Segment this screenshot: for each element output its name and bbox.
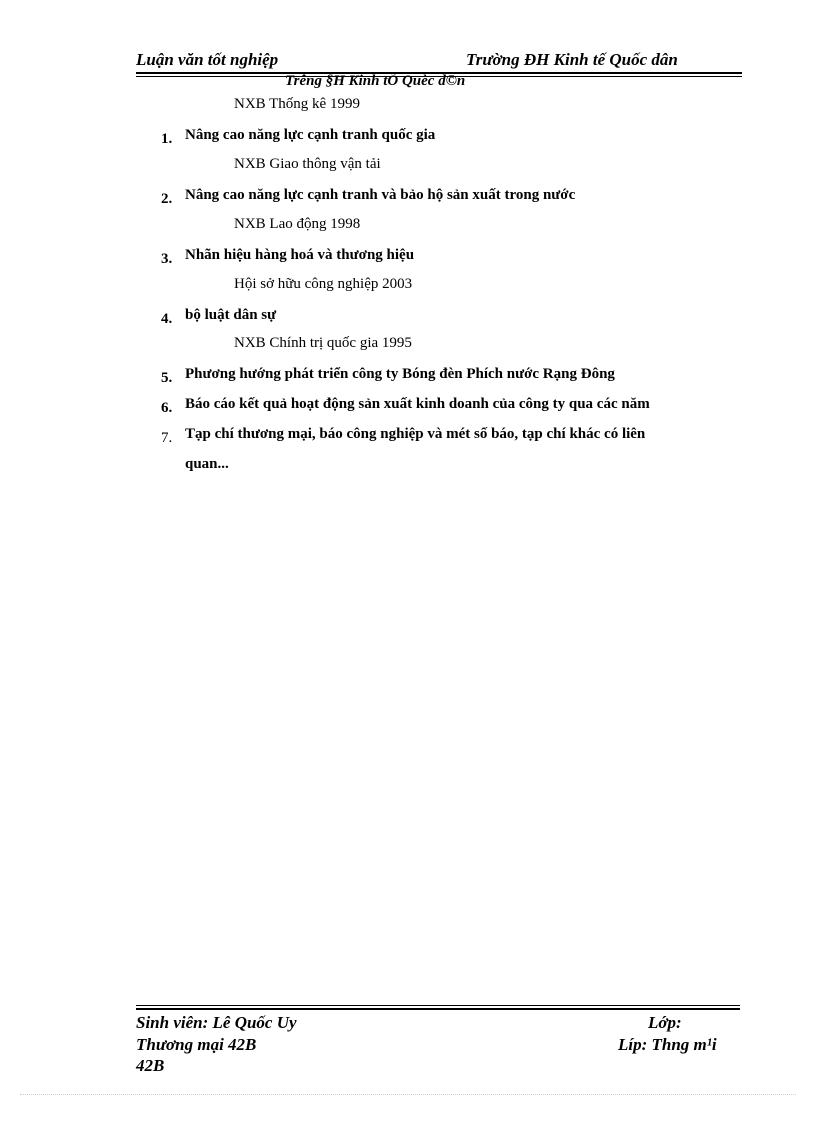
- item-publisher: NXB Giao thông vận tải: [234, 156, 381, 172]
- item-title-continuation: quan...: [185, 456, 229, 472]
- item-title: Phương hướng phát triển công ty Bóng đèn Phích nước Rạng Đông: [185, 366, 615, 382]
- item-publisher: NXB Chính trị quốc gia 1995: [234, 335, 412, 351]
- footer-student: Sinh viên: Lê Quốc Uy: [136, 1013, 297, 1032]
- item-title: Báo cáo kết quả hoạt động sản xuất kinh doanh của công ty qua các năm: [185, 396, 650, 412]
- item-publisher: NXB Lao động 1998: [234, 216, 361, 232]
- item-number: 3.: [161, 251, 173, 267]
- item-title: Tạp chí thương mại, báo công nghiệp và mét số báo, tạp chí khác có liên: [185, 426, 646, 442]
- page-bottom-dotted-border: [20, 1094, 796, 1095]
- header-garbled: Trêng §H Kinh tÕ Quèc d©n: [285, 73, 466, 89]
- header-right: Trường ĐH Kinh tế Quốc dân: [466, 50, 678, 69]
- item-title: Nâng cao năng lực cạnh tranh quốc gia: [185, 127, 436, 143]
- item-title: Nhãn hiệu hàng hoá và thương hiệu: [185, 247, 415, 263]
- item-number: 6.: [161, 400, 173, 416]
- item-number: 7.: [161, 430, 173, 446]
- footer-class-value: Thương mại 42B: [136, 1035, 257, 1054]
- header-left: Luận văn tốt nghiệp: [136, 50, 279, 69]
- footer-class-label: Lớp:: [648, 1013, 682, 1032]
- footer-class-tail: 42B: [136, 1056, 165, 1075]
- item-number: 5.: [161, 370, 173, 386]
- footer-class-garbled: Líp: Thng m¹i: [618, 1035, 717, 1054]
- item-publisher: Hội sở hữu công nghiệp 2003: [234, 276, 413, 292]
- item-title: Nâng cao năng lực cạnh tranh và bảo hộ sản xuất trong nước: [185, 187, 576, 203]
- top-publisher: NXB Thống kê 1999: [234, 96, 360, 112]
- footer-rule-thin: [136, 1005, 740, 1006]
- item-title: bộ luật dân sự: [185, 307, 277, 323]
- item-number: 1.: [161, 131, 173, 147]
- item-number: 4.: [161, 311, 173, 327]
- footer-rule-thick: [136, 1008, 740, 1010]
- item-number: 2.: [161, 191, 173, 207]
